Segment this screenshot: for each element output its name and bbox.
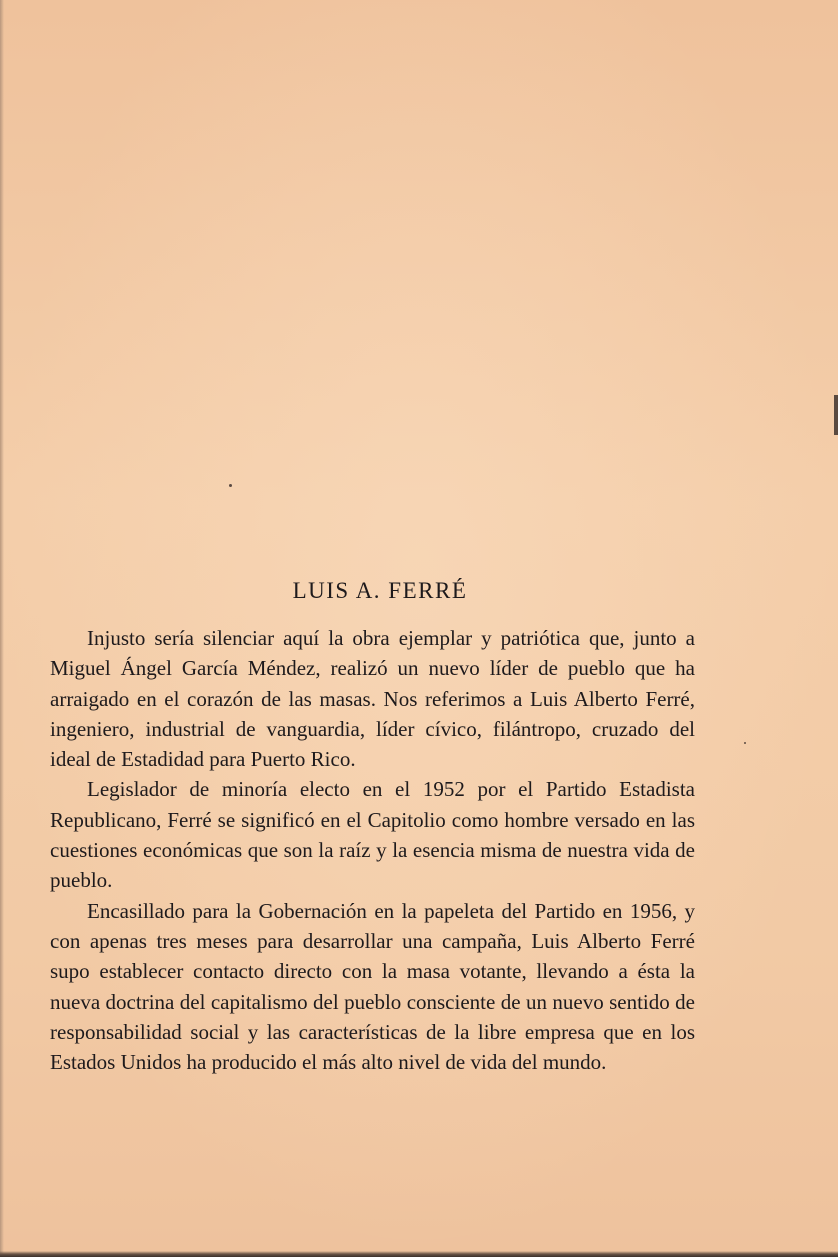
paragraph: Encasillado para la Gobernación en la papeleta del Partido en 1956, y con apenas tres meses para desarrollar una campaña, Luis Alberto Ferré supo establecer contacto directo con la masa votante, llevando a ésta la nueva doctrina del capitalismo del pueblo consciente de un nuevo sentido de responsabilidad social y las características de la libre empresa que en los Estados Unidos ha producido el más alto nivel de vida del mundo. [50, 898, 695, 1075]
page-bottom-edge [0, 1251, 838, 1257]
page-right-edge-mark [834, 395, 838, 435]
paragraph: Legislador de minoría electo en el 1952 por el Partido Estadista Republicano, Ferré se significó en el Capitolio como hombre versado en las cuestiones económicas que son la raíz y la esencia misma de nuestra vida de pueblo. [50, 777, 695, 893]
paper-speck [744, 742, 746, 744]
paragraph: Injusto sería silenciar aquí la obra ejemplar y patriótica que, junto a Miguel Ángel García Méndez, realizó un nuevo líder de pueblo que ha arraigado en el corazón de las masas. Nos referimos a Luis Alberto Ferré, ingeniero, industrial de vanguardia, líder cívico, filántropo, cruzado del ideal de Estadidad para Puerto Rico. [50, 626, 695, 772]
paper-speck [229, 484, 232, 487]
section-heading: LUIS A. FERRÉ [292, 578, 468, 603]
page-left-edge [0, 0, 4, 1257]
body-text [50, 623, 695, 1077]
